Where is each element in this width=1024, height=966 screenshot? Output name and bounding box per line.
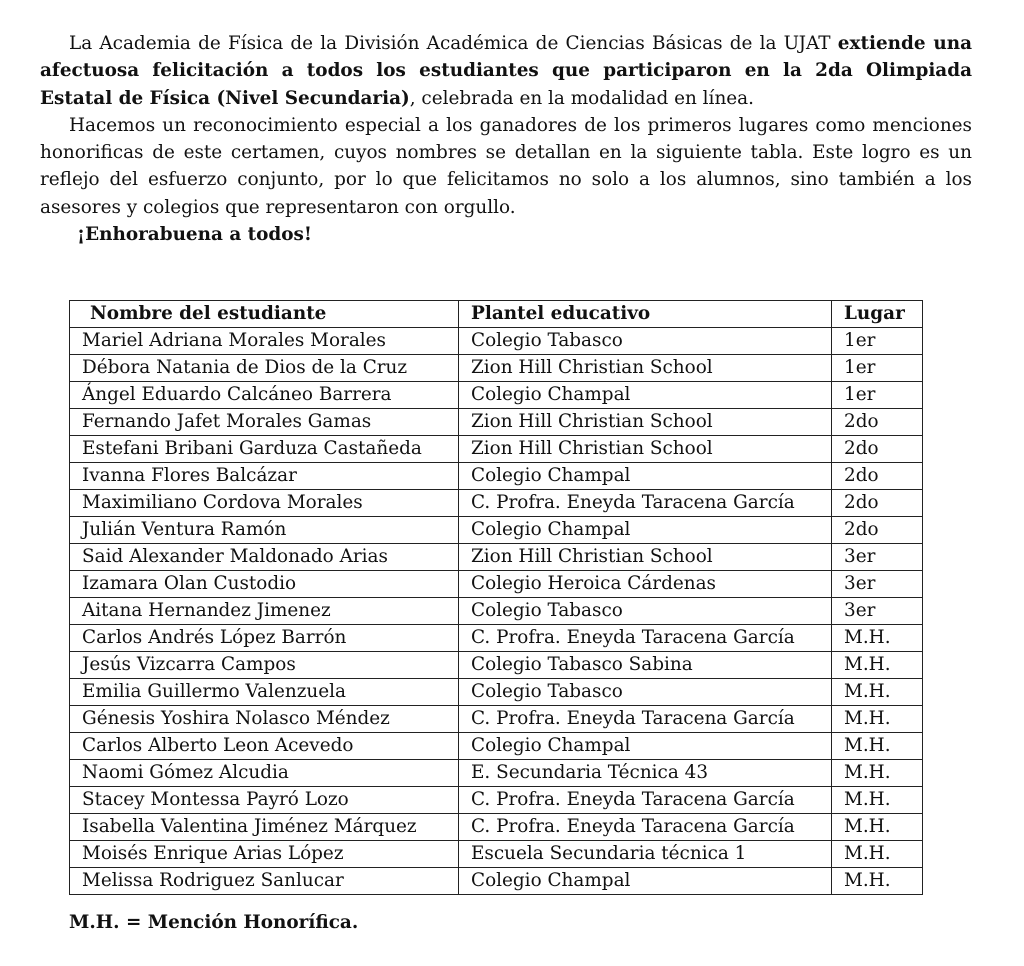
winners-table: [69, 300, 923, 895]
header-student-name: Nombre del estudiante: [70, 301, 459, 328]
cell-school: Zion Hill Christian School: [459, 544, 832, 571]
cell-student-name: Melissa Rodriguez Sanlucar: [70, 868, 459, 895]
table-row: [70, 733, 923, 760]
cell-student-name: Fernando Jafet Morales Gamas: [70, 409, 459, 436]
cell-place: 2do: [832, 436, 923, 463]
cell-place: M.H.: [832, 679, 923, 706]
cell-place: 1er: [832, 382, 923, 409]
cell-school: Zion Hill Christian School: [459, 409, 832, 436]
footnote: M.H. = Mención Honorífica.: [69, 912, 359, 933]
table-row: [70, 544, 923, 571]
closing-line: [40, 221, 972, 248]
cell-place: M.H.: [832, 625, 923, 652]
cell-student-name: Génesis Yoshira Nolasco Méndez: [70, 706, 459, 733]
paragraph-1-plain-end: , celebrada en la modalidad en línea.: [409, 87, 754, 109]
table-row: [70, 517, 923, 544]
cell-student-name: Stacey Montessa Payró Lozo: [70, 787, 459, 814]
cell-school: Escuela Secundaria técnica 1: [459, 841, 832, 868]
cell-place: M.H.: [832, 706, 923, 733]
cell-place: 1er: [832, 355, 923, 382]
table-row: [70, 706, 923, 733]
cell-place: M.H.: [832, 841, 923, 868]
cell-student-name: Aitana Hernandez Jimenez: [70, 598, 459, 625]
table-row: [70, 814, 923, 841]
cell-place: M.H.: [832, 814, 923, 841]
cell-school: C. Profra. Eneyda Taracena García: [459, 787, 832, 814]
header-school: Plantel educativo: [459, 301, 832, 328]
cell-place: M.H.: [832, 760, 923, 787]
table-row: [70, 679, 923, 706]
cell-school: Colegio Champal: [459, 382, 832, 409]
cell-student-name: Débora Natania de Dios de la Cruz: [70, 355, 459, 382]
table-body: [70, 328, 923, 895]
cell-student-name: Estefani Bribani Garduza Castañeda: [70, 436, 459, 463]
paragraph-1: [40, 30, 972, 112]
cell-place: M.H.: [832, 868, 923, 895]
cell-place: 2do: [832, 517, 923, 544]
cell-place: 2do: [832, 490, 923, 517]
cell-student-name: Isabella Valentina Jiménez Márquez: [70, 814, 459, 841]
paragraph-2: Hacemos un reconocimiento especial a los ganadores de los primeros lugares como menciones honorificas de este certamen, cuyos nombres se detallan en la siguiente tabla. Este logro es un reflejo del esfuerzo conjunto, por lo que felicitamos no solo a los alumnos, sino también a los asesores y colegios que representaron con orgullo.: [40, 114, 972, 218]
cell-place: M.H.: [832, 652, 923, 679]
table-row: [70, 382, 923, 409]
cell-student-name: Carlos Alberto Leon Acevedo: [70, 733, 459, 760]
cell-school: Colegio Tabasco Sabina: [459, 652, 832, 679]
cell-student-name: Julián Ventura Ramón: [70, 517, 459, 544]
cell-school: Colegio Champal: [459, 733, 832, 760]
cell-school: C. Profra. Eneyda Taracena García: [459, 490, 832, 517]
table-row: [70, 868, 923, 895]
cell-student-name: Said Alexander Maldonado Arias: [70, 544, 459, 571]
cell-school: Zion Hill Christian School: [459, 355, 832, 382]
cell-place: 2do: [832, 409, 923, 436]
table-row: [70, 328, 923, 355]
intro-text: [40, 30, 972, 248]
cell-school: Zion Hill Christian School: [459, 436, 832, 463]
cell-student-name: Ivanna Flores Balcázar: [70, 463, 459, 490]
header-place: Lugar: [832, 301, 923, 328]
cell-school: C. Profra. Eneyda Taracena García: [459, 814, 832, 841]
cell-student-name: Izamara Olan Custodio: [70, 571, 459, 598]
cell-school: Colegio Champal: [459, 868, 832, 895]
table-row: [70, 760, 923, 787]
table-header-row: [70, 301, 923, 328]
cell-school: Colegio Champal: [459, 517, 832, 544]
cell-student-name: Ángel Eduardo Calcáneo Barrera: [70, 382, 459, 409]
table-row: [70, 409, 923, 436]
table-row: [70, 436, 923, 463]
cell-student-name: Naomi Gómez Alcudia: [70, 760, 459, 787]
cell-school: Colegio Tabasco: [459, 328, 832, 355]
cell-place: 3er: [832, 598, 923, 625]
table-row: [70, 571, 923, 598]
table-row: [70, 355, 923, 382]
cell-place: 3er: [832, 544, 923, 571]
cell-student-name: Carlos Andrés López Barrón: [70, 625, 459, 652]
paragraph-1-plain-start: La Academia de Física de la División Académica de Ciencias Básicas de la UJAT: [69, 33, 838, 54]
cell-school: Colegio Tabasco: [459, 679, 832, 706]
cell-school: Colegio Heroica Cárdenas: [459, 571, 832, 598]
cell-student-name: Moisés Enrique Arias López: [70, 841, 459, 868]
paragraph-1-bold: extiende una afectuosa felicitación a todos los estudiantes que participaron en la 2da Olimpiada Estatal de Física (Nivel Secundaria): [40, 33, 973, 109]
cell-student-name: Mariel Adriana Morales Morales: [70, 328, 459, 355]
cell-school: Colegio Tabasco: [459, 598, 832, 625]
cell-student-name: Emilia Guillermo Valenzuela: [70, 679, 459, 706]
table-row: [70, 598, 923, 625]
cell-place: 1er: [832, 328, 923, 355]
table-row: [70, 490, 923, 517]
cell-place: M.H.: [832, 733, 923, 760]
cell-school: Colegio Champal: [459, 463, 832, 490]
cell-student-name: Maximiliano Cordova Morales: [70, 490, 459, 517]
table-row: [70, 787, 923, 814]
table-row: [70, 625, 923, 652]
table-row: [70, 652, 923, 679]
cell-school: C. Profra. Eneyda Taracena García: [459, 625, 832, 652]
cell-school: E. Secundaria Técnica 43: [459, 760, 832, 787]
closing-text: ¡Enhorabuena a todos!: [77, 224, 312, 246]
table-row: [70, 463, 923, 490]
cell-student-name: Jesús Vizcarra Campos: [70, 652, 459, 679]
cell-school: C. Profra. Eneyda Taracena García: [459, 706, 832, 733]
cell-place: M.H.: [832, 787, 923, 814]
cell-place: 3er: [832, 571, 923, 598]
table-row: [70, 841, 923, 868]
cell-place: 2do: [832, 463, 923, 490]
